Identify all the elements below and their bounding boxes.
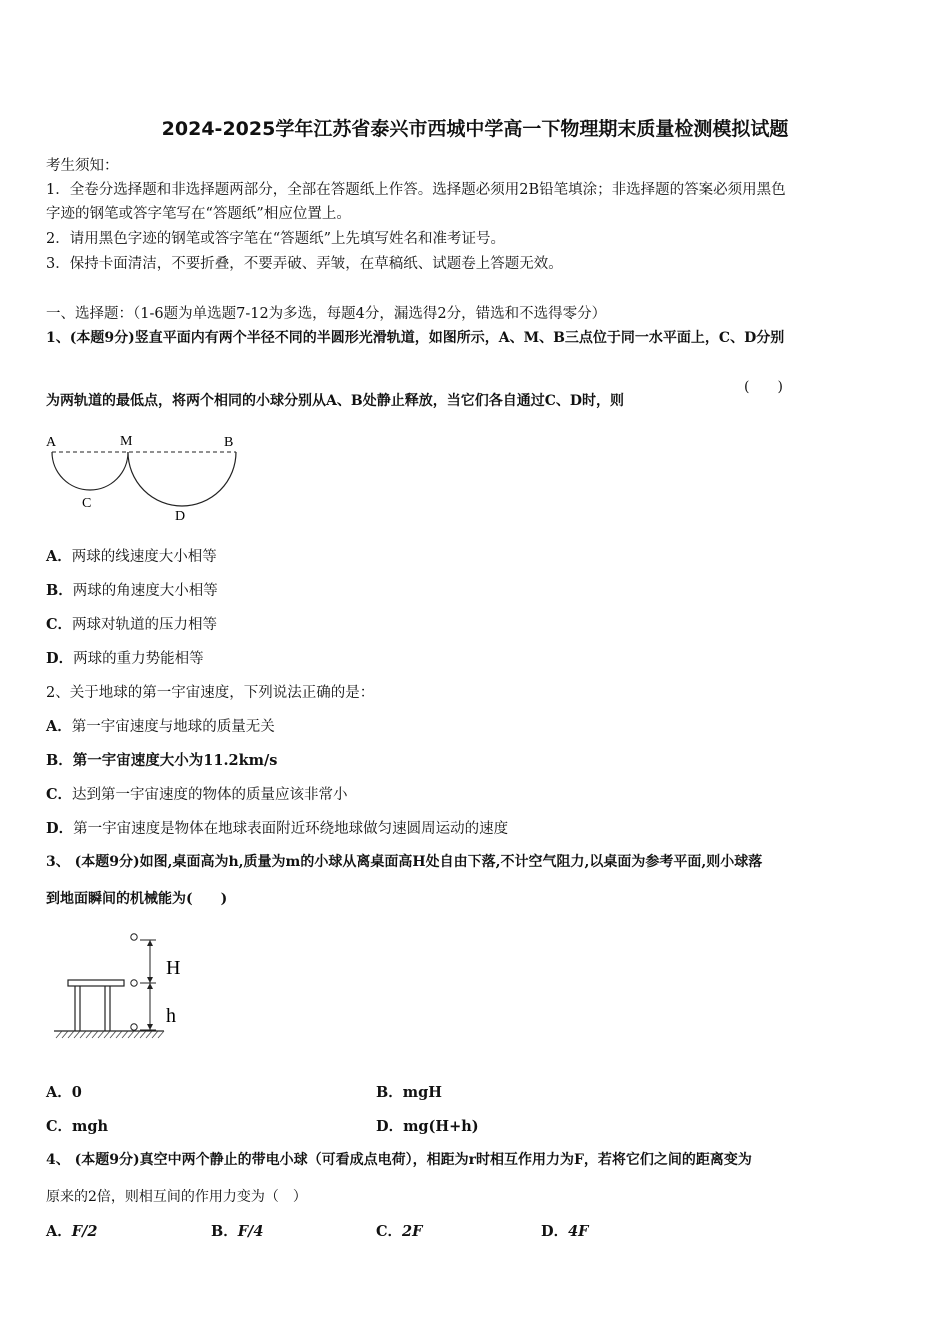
notice-heading: 考生须知： <box>46 158 119 174</box>
notice-line-1: 1．全卷分选择题和非选择题两部分，全部在答题纸上作答。选择题必须用2B铅笔填涂；非选择题的答案必须用黑色 <box>46 182 786 198</box>
q3-ground-hatch <box>56 1031 164 1038</box>
q4-option-d[interactable]: D．4F <box>541 1223 589 1240</box>
q1-large-semicircle <box>128 452 236 506</box>
page-title: 2024-2025学年江苏省泰兴市西城中学高一下物理期末质量检测模拟试题 <box>161 118 789 140</box>
q1-label-m: M <box>120 434 133 449</box>
q2-stem: 2、关于地球的第一宇宙速度，下列说法正确的是： <box>46 685 375 701</box>
q4-stem-line-2: 原来的2倍，则相互间的作用力变为（ ） <box>46 1189 307 1205</box>
notice-line-3: 3．保持卡面清洁，不要折叠，不要弄破、弄皱，在草稿纸、试题卷上答题无效。 <box>46 256 563 272</box>
q1-label-c: C <box>82 496 92 511</box>
notice-line-1b: 字迹的钢笔或答字笔写在“答题纸”相应位置上。 <box>46 206 351 222</box>
notice-line-2: 2．请用黑色字迹的钢笔或答字笔在“答题纸”上先填写姓名和准考证号。 <box>46 231 506 247</box>
q1-stem-line-2: 为两轨道的最低点，将两个相同的小球分别从A、B处静止释放，当它们各自通过C、D时，则 <box>46 393 624 409</box>
q4-option-a[interactable]: A．F/2 <box>46 1223 98 1240</box>
q3-table-figure <box>50 926 200 1046</box>
q3-ball-ground <box>131 1024 137 1030</box>
q4-option-b[interactable]: B．F/4 <box>211 1223 264 1240</box>
q1-track-figure <box>40 426 250 526</box>
section-heading: 一、选择题：（1-6题为单选题7-12为多选，每题4分，漏选得2分，错选和不选得零分） <box>46 306 607 322</box>
q3-option-a[interactable]: A．0 <box>46 1084 82 1101</box>
q1-label-b: B <box>224 435 234 450</box>
q1-stem-line-1: 1、(本题9分)竖直平面内有两个半径不同的半圆形光滑轨道，如图所示，A、M、B三点位于同一水平面上，C、D分别 <box>46 330 785 346</box>
q1-option-c[interactable]: C．两球对轨道的压力相等 <box>46 616 218 633</box>
q3-stem-line-2: 到地面瞬间的机械能为( ) <box>46 891 228 907</box>
q3-table-top <box>68 980 124 986</box>
q1-label-a: A <box>46 435 57 450</box>
q1-label-d: D <box>175 509 186 524</box>
q1-answer-paren: ( ) <box>744 379 783 395</box>
q3-ball-start <box>131 934 137 940</box>
q4-option-c[interactable]: C．2F <box>376 1223 423 1240</box>
q3-ball-mid <box>131 980 137 986</box>
q1-option-d[interactable]: D．两球的重力势能相等 <box>46 650 204 667</box>
q3-option-d[interactable]: D．mg(H+h) <box>376 1118 479 1135</box>
q1-option-b[interactable]: B．两球的角速度大小相等 <box>46 582 218 599</box>
q1-option-a[interactable]: A．两球的线速度大小相等 <box>46 548 217 565</box>
q2-option-c[interactable]: C．达到第一宇宙速度的物体的质量应该非常小 <box>46 786 348 803</box>
q3-label-big-h: H <box>166 957 181 979</box>
q2-option-b[interactable]: B．第一宇宙速度大小为11.2km/s <box>46 752 278 769</box>
q2-option-a[interactable]: A．第一宇宙速度与地球的质量无关 <box>46 718 275 735</box>
q1-small-semicircle <box>52 452 128 490</box>
q3-option-b[interactable]: B．mgH <box>376 1084 442 1101</box>
q3-label-small-h: h <box>166 1005 176 1027</box>
q3-stem-line-1: 3、 (本题9分)如图,桌面高为h,质量为m的小球从离桌面高H处自由下落,不计空气阻力,以桌面为参考平面,则小球落 <box>46 854 763 870</box>
q3-option-c[interactable]: C．mgh <box>46 1118 109 1135</box>
q4-stem-line-1: 4、 (本题9分)真空中两个静止的带电小球（可看成点电荷），相距为r时相互作用力为F，若将它们之间的距离变为 <box>46 1152 752 1168</box>
q2-option-d[interactable]: D．第一宇宙速度是物体在地球表面附近环绕地球做匀速圆周运动的速度 <box>46 820 509 837</box>
